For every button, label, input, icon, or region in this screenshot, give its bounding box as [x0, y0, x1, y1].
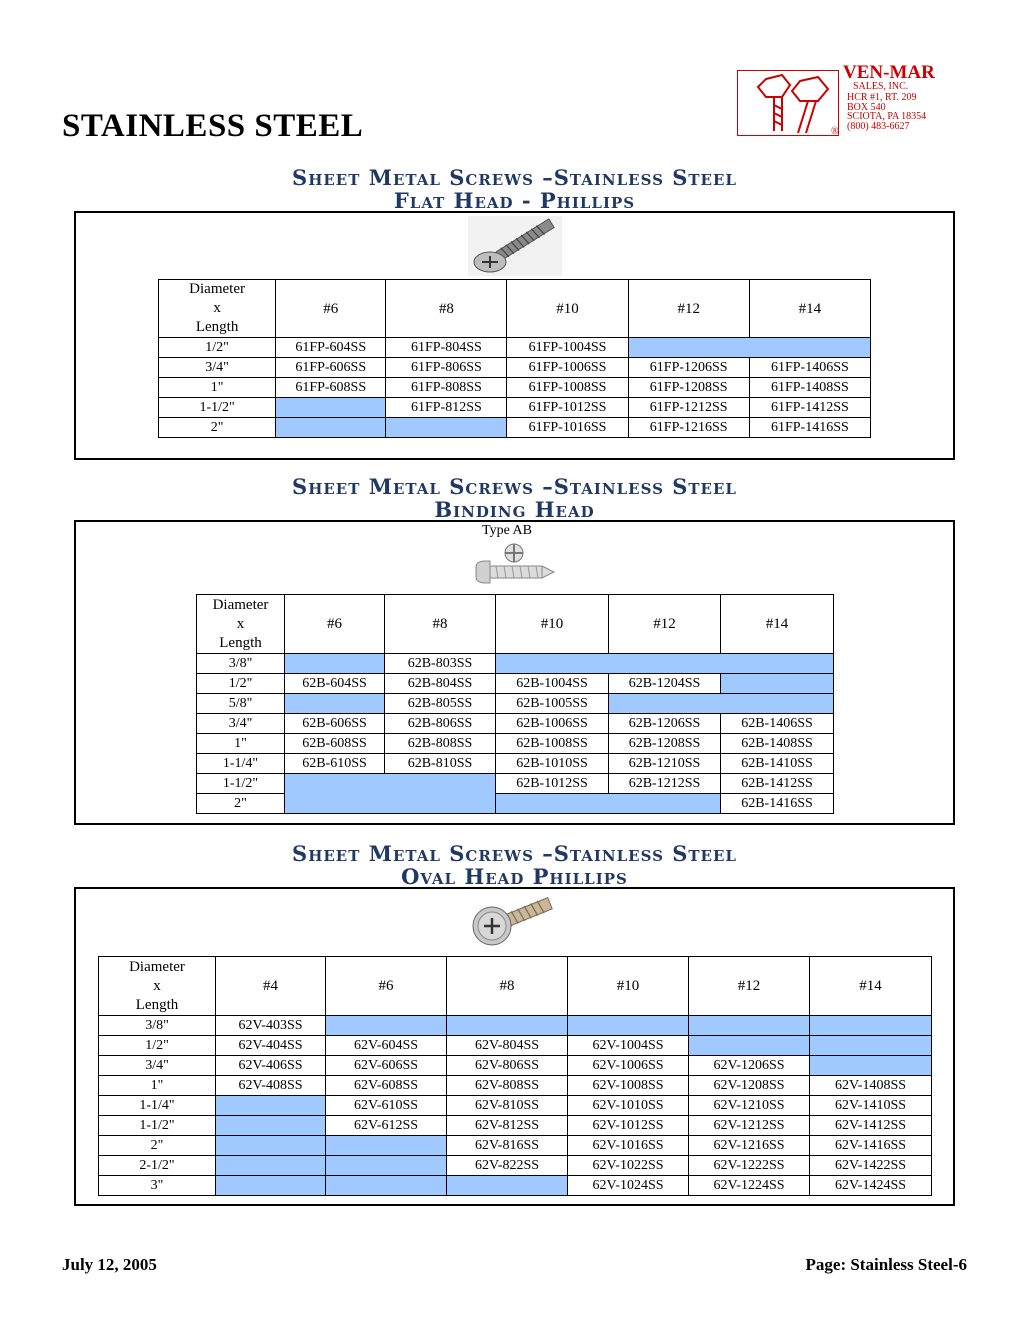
table-row: [99, 1156, 932, 1176]
column-header: #8: [385, 595, 496, 654]
part-number-cell: 62V-1012SS: [568, 1116, 689, 1136]
part-number-cell: 62B-1412SS: [721, 774, 834, 794]
diameter-length-header: Diameter x Length: [99, 957, 216, 1016]
footer-date: July 12, 2005: [62, 1255, 157, 1274]
length-cell: 3/4": [197, 714, 285, 734]
length-cell: 5/8": [197, 694, 285, 714]
table-row: [197, 654, 834, 674]
part-number-cell: 62B-1005SS: [496, 694, 609, 714]
unavailable-cell: [810, 1016, 932, 1036]
part-number-cell: 62B-805SS: [385, 694, 496, 714]
company-logo: [737, 62, 957, 140]
length-cell: 3/4": [99, 1056, 216, 1076]
part-number-cell: 61FP-1008SS: [507, 378, 628, 398]
oval-head-screw-image: [468, 892, 560, 950]
section-title-line2: Flat Head - Phillips: [393, 188, 636, 213]
unavailable-cell: [216, 1136, 326, 1156]
part-number-cell: 62V-406SS: [216, 1056, 326, 1076]
logo-line2: HCR #1, RT. 209: [847, 92, 917, 103]
column-header: #6: [285, 595, 385, 654]
table-row: [99, 1036, 932, 1056]
column-header: #6: [326, 957, 447, 1016]
part-number-cell: 62B-810SS: [385, 754, 496, 774]
logo-line1: SALES, INC.: [853, 81, 909, 92]
part-number-cell: 62V-610SS: [326, 1096, 447, 1116]
flat-head-table: [158, 279, 871, 438]
logo-line5: (800) 483-6627: [847, 121, 910, 132]
table-row: [197, 714, 834, 734]
length-cell: 1/2": [159, 338, 276, 358]
part-number-cell: 62V-1424SS: [810, 1176, 932, 1196]
length-cell: 1": [99, 1076, 216, 1096]
section-binding-head-title: [0, 475, 1029, 521]
part-number-cell: 62B-608SS: [285, 734, 385, 754]
column-header: #10: [496, 595, 609, 654]
part-number-cell: 62V-1016SS: [568, 1136, 689, 1156]
table-row: [159, 358, 871, 378]
table-row: [159, 418, 871, 438]
part-number-cell: 61FP-1412SS: [749, 398, 870, 418]
unavailable-cell: [216, 1096, 326, 1116]
length-cell: 1-1/2": [159, 398, 276, 418]
part-number-cell: 62V-1412SS: [810, 1116, 932, 1136]
table-row: [197, 694, 834, 714]
table-row: [197, 774, 834, 794]
part-number-cell: 62B-806SS: [385, 714, 496, 734]
column-header: #6: [276, 280, 386, 338]
part-number-cell: 62B-1006SS: [496, 714, 609, 734]
length-cell: 1-1/4": [99, 1096, 216, 1116]
part-number-cell: 62V-1206SS: [689, 1056, 810, 1076]
part-number-cell: 62B-1408SS: [721, 734, 834, 754]
unavailable-cell: [810, 1056, 932, 1076]
column-header: #4: [216, 957, 326, 1016]
part-number-cell: 62V-822SS: [447, 1156, 568, 1176]
part-number-cell: 61FP-1208SS: [628, 378, 749, 398]
column-header: #12: [609, 595, 721, 654]
table-row: [197, 674, 834, 694]
part-number-cell: 62B-610SS: [285, 754, 385, 774]
part-number-cell: 62B-1210SS: [609, 754, 721, 774]
part-number-cell: 62B-1008SS: [496, 734, 609, 754]
part-number-cell: 62B-1204SS: [609, 674, 721, 694]
part-number-cell: 61FP-1016SS: [507, 418, 628, 438]
part-number-cell: 62V-806SS: [447, 1056, 568, 1076]
part-number-cell: 61FP-1406SS: [749, 358, 870, 378]
part-number-cell: 62V-1212SS: [689, 1116, 810, 1136]
section-title-line2: Binding Head: [434, 497, 595, 522]
part-number-cell: 62V-1006SS: [568, 1056, 689, 1076]
part-number-cell: 62B-606SS: [285, 714, 385, 734]
part-number-cell: 62B-1010SS: [496, 754, 609, 774]
unavailable-cell: [447, 1016, 568, 1036]
section-title-line1: Sheet Metal Screws –Stainless Steel: [292, 841, 737, 866]
table-row: [99, 1096, 932, 1116]
unavailable-cell: [216, 1156, 326, 1176]
length-cell: 3/4": [159, 358, 276, 378]
part-number-cell: 62V-1008SS: [568, 1076, 689, 1096]
part-number-cell: 62V-612SS: [326, 1116, 447, 1136]
length-cell: 1/2": [99, 1036, 216, 1056]
column-header: #12: [689, 957, 810, 1016]
table-row: [99, 1076, 932, 1096]
length-cell: 2-1/2": [99, 1156, 216, 1176]
part-number-cell: 62V-403SS: [216, 1016, 326, 1036]
length-cell: 3/8": [197, 654, 285, 674]
column-header: #14: [749, 280, 870, 338]
logo-registered: ®: [831, 126, 839, 137]
unavailable-cell: [326, 1156, 447, 1176]
logo-line4: SCIOTA, PA 18354: [847, 111, 927, 122]
logo-name: VEN-MAR: [843, 62, 935, 83]
column-header: #10: [568, 957, 689, 1016]
part-number-cell: 62V-1004SS: [568, 1036, 689, 1056]
flat-head-screw-image: [468, 216, 562, 276]
page-title: STAINLESS STEEL: [62, 108, 364, 144]
part-number-cell: 62B-808SS: [385, 734, 496, 754]
unavailable-cell: [496, 654, 834, 674]
table-row: [99, 1176, 932, 1196]
part-number-cell: 62V-408SS: [216, 1076, 326, 1096]
part-number-cell: 62V-1422SS: [810, 1156, 932, 1176]
part-number-cell: 61FP-804SS: [386, 338, 507, 358]
column-header: #10: [507, 280, 628, 338]
unavailable-cell: [326, 1176, 447, 1196]
part-number-cell: 62V-1024SS: [568, 1176, 689, 1196]
part-number-cell: 62B-1406SS: [721, 714, 834, 734]
unavailable-cell: [447, 1176, 568, 1196]
section-title-line1: Sheet Metal Screws –Stainless Steel: [292, 165, 737, 190]
table-row: [197, 754, 834, 774]
part-number-cell: 62V-812SS: [447, 1116, 568, 1136]
part-number-cell: 62V-1216SS: [689, 1136, 810, 1156]
logo-line3: BOX 540: [847, 102, 886, 113]
part-number-cell: 62V-1210SS: [689, 1096, 810, 1116]
unavailable-cell: [689, 1036, 810, 1056]
part-number-cell: 61FP-1006SS: [507, 358, 628, 378]
part-number-cell: 62B-1410SS: [721, 754, 834, 774]
part-number-cell: 62V-1022SS: [568, 1156, 689, 1176]
part-number-cell: 62V-1010SS: [568, 1096, 689, 1116]
binding-head-table: [196, 594, 834, 814]
section-title-line1: Sheet Metal Screws –Stainless Steel: [292, 474, 737, 499]
part-number-cell: 61FP-1216SS: [628, 418, 749, 438]
part-number-cell: 61FP-806SS: [386, 358, 507, 378]
part-number-cell: 61FP-808SS: [386, 378, 507, 398]
unavailable-cell: [285, 774, 496, 814]
binding-head-screw-icon: [472, 541, 556, 589]
part-number-cell: 61FP-604SS: [276, 338, 386, 358]
footer-page-label: Page: Stainless Steel-6: [805, 1255, 967, 1274]
length-cell: 2": [197, 794, 285, 814]
length-cell: 1-1/4": [197, 754, 285, 774]
table-row: [159, 398, 871, 418]
column-header: #12: [628, 280, 749, 338]
diameter-length-header: Diameter x Length: [159, 280, 276, 338]
part-number-cell: 62V-404SS: [216, 1036, 326, 1056]
unavailable-cell: [721, 674, 834, 694]
part-number-cell: 62V-1408SS: [810, 1076, 932, 1096]
table-row: [197, 734, 834, 754]
column-header: #8: [447, 957, 568, 1016]
unavailable-cell: [689, 1016, 810, 1036]
part-number-cell: 62B-1206SS: [609, 714, 721, 734]
unavailable-cell: [276, 418, 386, 438]
binding-head-image-caption: Type AB: [482, 523, 532, 538]
unavailable-cell: [216, 1176, 326, 1196]
length-cell: 2": [159, 418, 276, 438]
length-cell: 1-1/2": [197, 774, 285, 794]
section-title-line2: Oval Head Phillips: [401, 864, 628, 889]
unavailable-cell: [216, 1116, 326, 1136]
unavailable-cell: [285, 654, 385, 674]
part-number-cell: 62V-1416SS: [810, 1136, 932, 1156]
unavailable-cell: [276, 398, 386, 418]
part-number-cell: 62B-1012SS: [496, 774, 609, 794]
length-cell: 3": [99, 1176, 216, 1196]
part-number-cell: 61FP-1004SS: [507, 338, 628, 358]
logo-bolt-icon: [737, 70, 839, 136]
part-number-cell: 61FP-608SS: [276, 378, 386, 398]
length-cell: 3/8": [99, 1016, 216, 1036]
oval-head-table: [98, 956, 932, 1196]
part-number-cell: 62V-816SS: [447, 1136, 568, 1156]
unavailable-cell: [285, 694, 385, 714]
table-row: [99, 1016, 932, 1036]
unavailable-cell: [810, 1036, 932, 1056]
length-cell: 1": [159, 378, 276, 398]
unavailable-cell: [609, 694, 834, 714]
part-number-cell: 62V-606SS: [326, 1056, 447, 1076]
section-flat-head-title: [0, 166, 1029, 212]
column-header: #14: [810, 957, 932, 1016]
part-number-cell: 62V-810SS: [447, 1096, 568, 1116]
unavailable-cell: [628, 338, 870, 358]
part-number-cell: 62V-608SS: [326, 1076, 447, 1096]
section-oval-head-title: [0, 842, 1029, 888]
length-cell: 1/2": [197, 674, 285, 694]
part-number-cell: 62V-1410SS: [810, 1096, 932, 1116]
length-cell: 1-1/2": [99, 1116, 216, 1136]
column-header: #8: [386, 280, 507, 338]
unavailable-cell: [386, 418, 507, 438]
part-number-cell: 62B-803SS: [385, 654, 496, 674]
part-number-cell: 62V-808SS: [447, 1076, 568, 1096]
table-row: [159, 338, 871, 358]
part-number-cell: 62B-1416SS: [721, 794, 834, 814]
table-row: [99, 1056, 932, 1076]
part-number-cell: 62V-804SS: [447, 1036, 568, 1056]
part-number-cell: 61FP-1212SS: [628, 398, 749, 418]
unavailable-cell: [326, 1016, 447, 1036]
part-number-cell: 61FP-606SS: [276, 358, 386, 378]
part-number-cell: 61FP-812SS: [386, 398, 507, 418]
part-number-cell: 62V-1222SS: [689, 1156, 810, 1176]
table-row: [99, 1136, 932, 1156]
part-number-cell: 62B-1212SS: [609, 774, 721, 794]
part-number-cell: 61FP-1408SS: [749, 378, 870, 398]
part-number-cell: 61FP-1416SS: [749, 418, 870, 438]
diameter-length-header: Diameter x Length: [197, 595, 285, 654]
unavailable-cell: [326, 1136, 447, 1156]
part-number-cell: 61FP-1206SS: [628, 358, 749, 378]
part-number-cell: 62V-604SS: [326, 1036, 447, 1056]
unavailable-cell: [496, 794, 721, 814]
part-number-cell: 62B-604SS: [285, 674, 385, 694]
length-cell: 1": [197, 734, 285, 754]
part-number-cell: 62V-1208SS: [689, 1076, 810, 1096]
unavailable-cell: [568, 1016, 689, 1036]
table-row: [99, 1116, 932, 1136]
part-number-cell: 62B-1004SS: [496, 674, 609, 694]
column-header: #14: [721, 595, 834, 654]
part-number-cell: 62B-1208SS: [609, 734, 721, 754]
part-number-cell: 62B-804SS: [385, 674, 496, 694]
part-number-cell: 62V-1224SS: [689, 1176, 810, 1196]
table-row: [159, 378, 871, 398]
part-number-cell: 61FP-1012SS: [507, 398, 628, 418]
length-cell: 2": [99, 1136, 216, 1156]
